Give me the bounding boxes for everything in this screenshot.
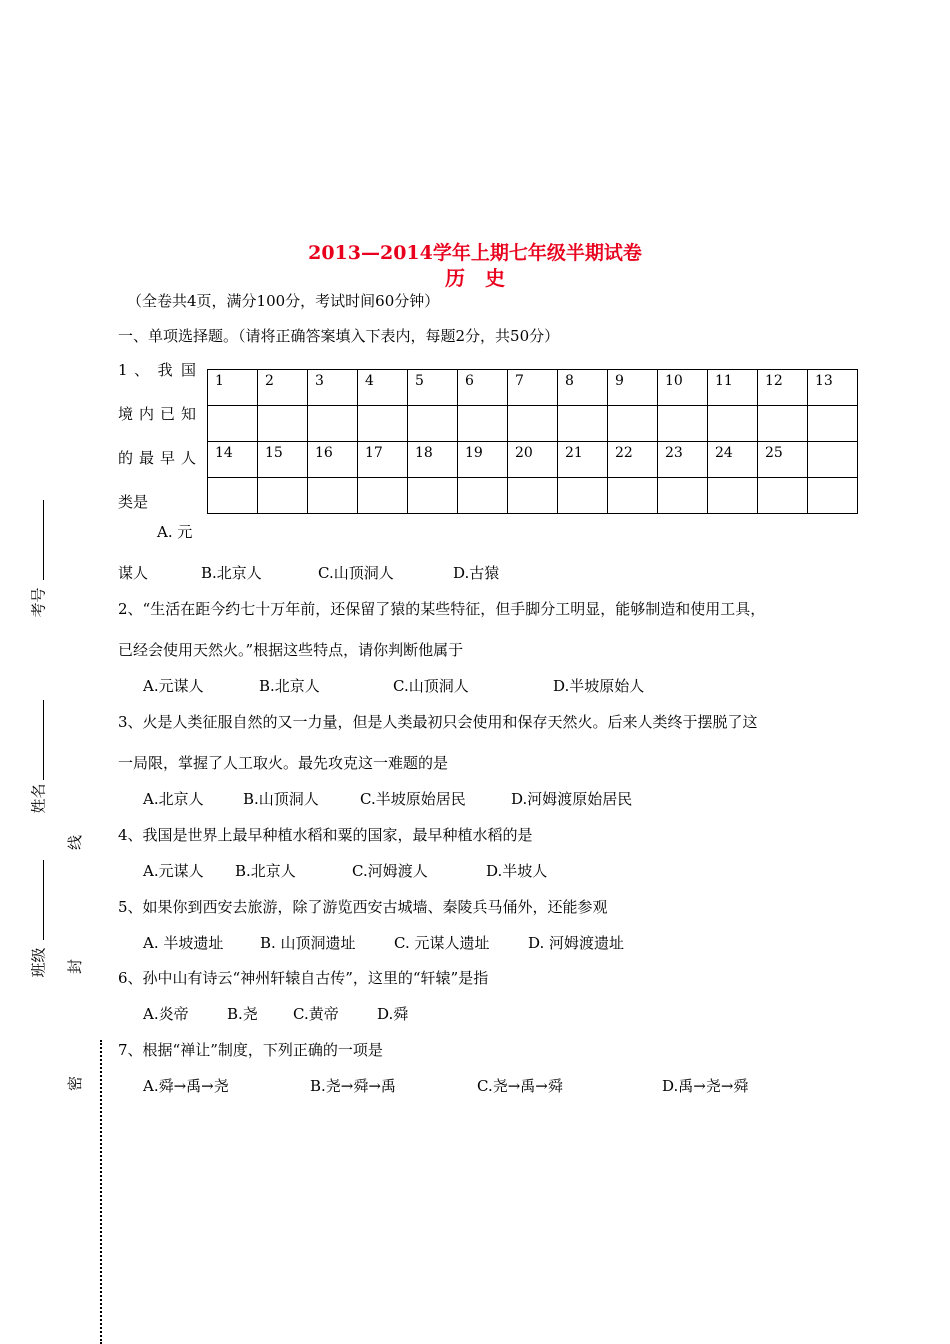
q7-option-b: B.尧→舜→禹 [310, 1077, 396, 1095]
q3-option-b: B.山顶洞人 [243, 790, 319, 808]
q7-line1: 7、根据“禅让”制度，下列正确的一项是 [118, 1041, 383, 1059]
table-cell: 18 [408, 442, 458, 478]
table-cell: 4 [358, 370, 408, 406]
exam-number-label: 考号 [29, 587, 48, 618]
table-cell: 12 [758, 370, 808, 406]
answer-table-number-row [208, 370, 858, 406]
binding-seal-label: 封 [66, 958, 85, 975]
answer-cell[interactable] [808, 406, 858, 442]
table-cell: 3 [308, 370, 358, 406]
q6-option-b: B.尧 [227, 1005, 258, 1023]
table-cell: 19 [458, 442, 508, 478]
answer-cell[interactable] [308, 406, 358, 442]
table-cell: 22 [608, 442, 658, 478]
table-cell: 2 [258, 370, 308, 406]
answer-table-number-row [208, 442, 858, 478]
q3-option-d: D.河姆渡原始居民 [511, 790, 633, 808]
table-cell: 16 [308, 442, 358, 478]
q1-option-d: D.古猿 [453, 564, 500, 582]
answer-cell[interactable] [558, 406, 608, 442]
table-cell: 11 [708, 370, 758, 406]
table-cell: 20 [508, 442, 558, 478]
q1-option-b: B.北京人 [201, 564, 262, 582]
answer-cell[interactable] [508, 478, 558, 514]
answer-cell[interactable] [658, 406, 708, 442]
q2-line2: 已经会使用天然火。”根据这些特点，请你判断他属于 [118, 641, 464, 659]
q7-option-c: C.尧→禹→舜 [477, 1077, 563, 1095]
table-cell: 8 [558, 370, 608, 406]
answer-table-blank-row [208, 406, 858, 442]
answer-cell[interactable] [758, 478, 808, 514]
question-1-stem [118, 358, 196, 534]
answer-cell[interactable] [658, 478, 708, 514]
table-cell: 17 [358, 442, 408, 478]
q2-option-d: D.半坡原始人 [553, 677, 645, 695]
table-cell: 1 [208, 370, 258, 406]
student-name-label: 姓名 [29, 783, 48, 814]
exam-note: （全卷共4页，满分100分，考试时间60分钟） [127, 292, 440, 310]
q4-option-c: C.河姆渡人 [352, 862, 428, 880]
q4-line1: 4、我国是世界上最早种植水稻和粟的国家，最早种植水稻的是 [118, 826, 533, 844]
answer-cell[interactable] [608, 406, 658, 442]
student-name-blank[interactable] [43, 700, 44, 780]
answer-cell[interactable] [308, 478, 358, 514]
q4-option-a: A.元谋人 [143, 862, 204, 880]
answer-table-blank-row [208, 478, 858, 514]
table-cell: 10 [658, 370, 708, 406]
table-cell: 7 [508, 370, 558, 406]
table-cell: 25 [758, 442, 808, 478]
exam-title: 2013—2014学年上期七年级半期试卷 [308, 242, 642, 264]
answer-cell[interactable] [408, 406, 458, 442]
answer-cell[interactable] [808, 478, 858, 514]
q2-option-b: B.北京人 [259, 677, 320, 695]
q5-line1: 5、如果你到西安去旅游，除了游览西安古城墙、秦陵兵马俑外，还能参观 [118, 898, 608, 916]
answer-cell[interactable] [208, 406, 258, 442]
q3-option-c: C.半坡原始居民 [360, 790, 466, 808]
answer-cell[interactable] [608, 478, 658, 514]
table-cell: 24 [708, 442, 758, 478]
q7-option-a: A.舜→禹→尧 [143, 1077, 229, 1095]
q5-option-b: B. 山顶洞遗址 [260, 934, 356, 952]
q1-stem-line: 类是 [118, 493, 149, 511]
answer-cell[interactable] [358, 478, 408, 514]
q2-option-c: C.山顶洞人 [393, 677, 469, 695]
q5-option-a: A. 半坡遗址 [143, 934, 224, 952]
q1-stem-line: 境内已知 [118, 405, 196, 423]
q3-option-a: A.北京人 [143, 790, 204, 808]
binding-line-label: 线 [66, 834, 85, 851]
q6-option-c: C.黄帝 [293, 1005, 339, 1023]
answer-cell[interactable] [458, 406, 508, 442]
q6-option-d: D.舜 [377, 1005, 409, 1023]
answer-table [207, 369, 858, 514]
q1-stem-line: 的最早人 [118, 449, 196, 467]
answer-cell[interactable] [458, 478, 508, 514]
answer-cell[interactable] [708, 406, 758, 442]
table-cell: 6 [458, 370, 508, 406]
binding-dotted-line [100, 1040, 102, 1344]
answer-cell[interactable] [758, 406, 808, 442]
binding-secret-label: 密 [66, 1075, 85, 1092]
q5-option-c: C. 元谋人遗址 [394, 934, 490, 952]
table-cell: 5 [408, 370, 458, 406]
q4-option-d: D.半坡人 [486, 862, 548, 880]
q6-line1: 6、孙中山有诗云“神州轩辕自古传”，这里的“轩辕”是指 [118, 969, 489, 987]
answer-cell[interactable] [258, 478, 308, 514]
q5-option-d: D. 河姆渡遗址 [528, 934, 625, 952]
class-blank[interactable] [43, 860, 44, 940]
q2-line1: 2、“生活在距今约七十万年前，还保留了猿的某些特征，但手脚分工明显，能够制造和使用工具， [118, 600, 766, 618]
q1-option-a-part2: 谋人 [118, 564, 149, 582]
q1-option-c: C.山顶洞人 [318, 564, 394, 582]
table-cell: 23 [658, 442, 708, 478]
answer-cell[interactable] [358, 406, 408, 442]
table-cell: 15 [258, 442, 308, 478]
answer-cell[interactable] [258, 406, 308, 442]
q4-option-b: B.北京人 [235, 862, 296, 880]
q7-option-d: D.禹→尧→舜 [662, 1077, 749, 1095]
answer-cell[interactable] [508, 406, 558, 442]
q1-stem-line: 1 、 我 国 [118, 361, 196, 379]
q2-option-a: A.元谋人 [143, 677, 204, 695]
q1-option-a-part1: A. 元 [157, 523, 193, 541]
table-cell [808, 442, 858, 478]
table-cell: 9 [608, 370, 658, 406]
class-label: 班级 [29, 947, 48, 978]
answer-cell[interactable] [558, 478, 608, 514]
q3-line2: 一局限，掌握了人工取火。最先攻克这一难题的是 [118, 754, 449, 772]
answer-cell[interactable] [408, 478, 458, 514]
exam-number-blank[interactable] [43, 500, 44, 580]
section-heading: 一、单项选择题。（请将正确答案填入下表内，每题2分，共50分） [118, 327, 560, 345]
table-cell: 21 [558, 442, 608, 478]
answer-cell[interactable] [708, 478, 758, 514]
q6-option-a: A.炎帝 [143, 1005, 189, 1023]
table-cell: 14 [208, 442, 258, 478]
answer-cell[interactable] [208, 478, 258, 514]
table-cell: 13 [808, 370, 858, 406]
subject-title: 历 史 [445, 266, 505, 290]
q3-line1: 3、火是人类征服自然的又一力量，但是人类最初只会使用和保存天然火。后来人类终于摆脱了这 [118, 713, 758, 731]
